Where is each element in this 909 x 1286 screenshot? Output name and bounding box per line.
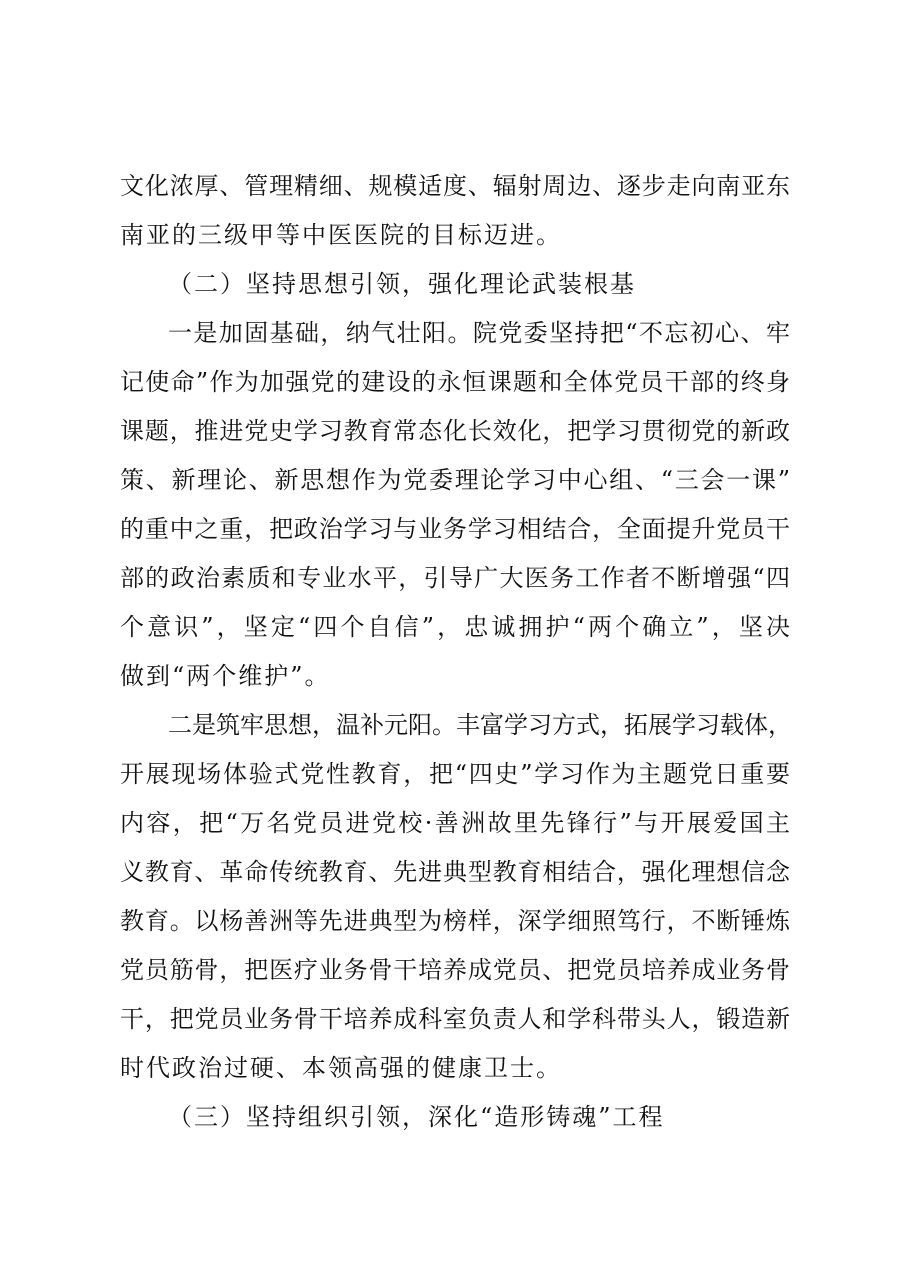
- paragraph-line: 内容，把“万名党员进党校·善洲故里先锋行”与开展爱国主: [120, 809, 790, 837]
- paragraph-line: 策、新理论、新思想作为党委理论学习中心组、“三会一课”: [120, 466, 790, 494]
- paragraph-line: 记使命”作为加强党的建设的永恒课题和全体党员干部的终身: [120, 368, 790, 396]
- paragraph-line: 文化浓厚、管理精细、规模适度、辐射周边、逐步走向南亚东: [120, 172, 790, 200]
- paragraph-line: 的重中之重，把政治学习与业务学习相结合，全面提升党员干: [120, 515, 790, 543]
- paragraph-line: 时代政治过硬、本领高强的健康卫士。: [120, 1054, 562, 1082]
- paragraph-line: 南亚的三级甲等中医医院的目标迈进。: [120, 221, 562, 249]
- paragraph-line: 开展现场体验式党性教育，把“四史”学习作为主题党日重要: [120, 760, 790, 788]
- document-body: [120, 162, 790, 1142]
- section-heading: （三）坚持组织引领，深化“造形铸魂”工程: [168, 1103, 665, 1131]
- paragraph-line: 部的政治素质和专业水平，引导广大医务工作者不断增强“四: [120, 564, 790, 592]
- paragraph-line: 党员筋骨，把医疗业务骨干培养成党员、把党员培养成业务骨: [120, 956, 790, 984]
- section-heading: （二）坚持思想引领，强化理论武装根基: [168, 270, 636, 298]
- paragraph-line: 二是筑牢思想，温补元阳。丰富学习方式，拓展学习载体，: [168, 711, 792, 739]
- paragraph-line: 干，把党员业务骨干培养成科室负责人和学科带头人，锻造新: [120, 1005, 790, 1033]
- paragraph-line: 义教育、革命传统教育、先进典型教育相结合，强化理想信念: [120, 858, 790, 886]
- paragraph-line: 课题，推进党史学习教育常态化长效化，把学习贯彻党的新政: [120, 417, 790, 445]
- paragraph-line: 做到“两个维护”。: [120, 662, 331, 690]
- paragraph-line: 个意识”，坚定“四个自信”，忠诚拥护“两个确立”，坚决: [120, 613, 790, 641]
- paragraph-line: 教育。以杨善洲等先进典型为榜样，深学细照笃行，不断锤炼: [120, 907, 790, 935]
- paragraph-line: 一是加固基础，纳气壮阳。院党委坚持把“不忘初心、牢: [168, 319, 790, 347]
